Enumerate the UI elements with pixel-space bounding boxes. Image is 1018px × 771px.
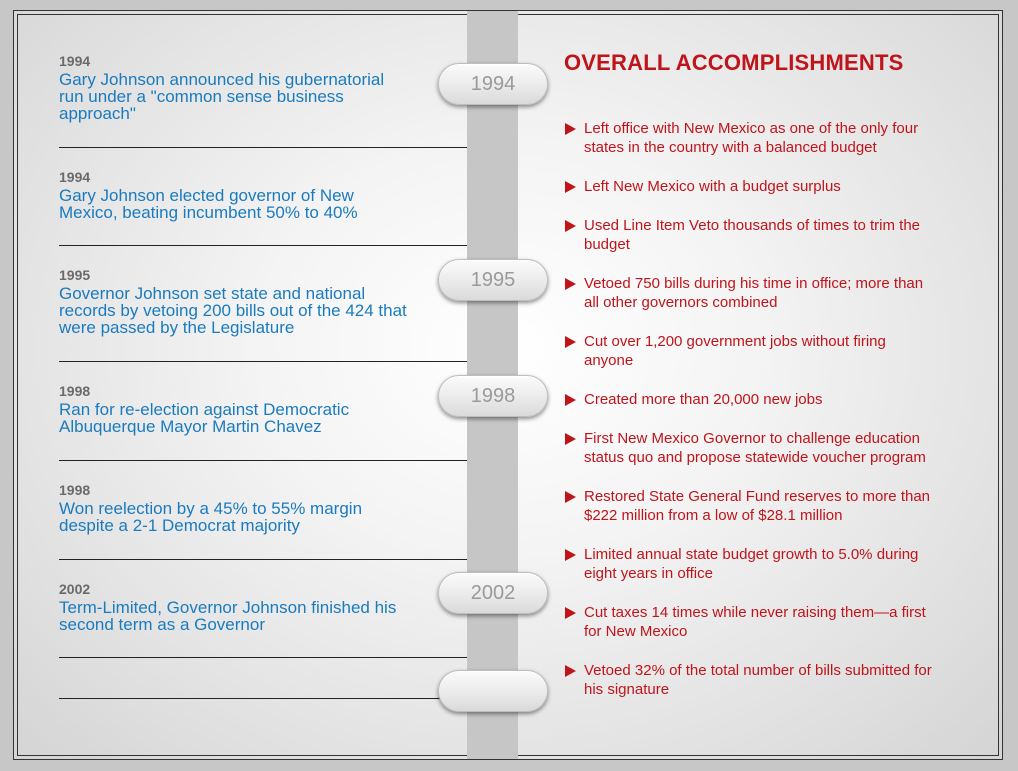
accomplishment-line: budget [584,236,630,253]
triangle-bullet-icon [565,665,576,677]
accomplishment-item [564,429,959,467]
triangle-bullet-icon [565,278,576,290]
accomplishment-item [564,216,959,254]
triangle-bullet-icon [565,336,576,348]
event-desc-line: records by vetoing 200 bills out of the 424 that [59,301,407,320]
triangle-bullet-icon [565,123,576,135]
year-marker-pill: 1995 [438,259,548,301]
accomplishment-line: Vetoed 32% of the total number of bills submitted for [584,662,932,679]
triangle-bullet-icon [565,549,576,561]
triangle-bullet-icon [565,220,576,232]
event-description [59,285,439,336]
event-divider [59,361,467,362]
accomplishment-item [564,390,959,409]
event-description [59,599,439,633]
event-description [59,500,439,534]
accomplishment-line: Used Line Item Veto thousands of times to trim the [584,217,921,234]
event-year: 1994 [59,169,91,185]
event-year: 1998 [59,383,91,399]
event-description [59,401,439,435]
timeline-event-2 [59,169,439,221]
timeline-event-1 [59,53,439,122]
event-divider [59,559,467,560]
event-desc-line: approach" [59,104,136,123]
triangle-bullet-icon [565,607,576,619]
year-marker-pill: 1998 [438,375,548,417]
accomplishment-item [564,332,959,370]
event-desc-line: Gary Johnson elected governor of New [59,186,354,205]
accomplishment-line: Cut taxes 14 times while never raising them—a first [584,604,926,621]
accomplishment-line: for New Mexico [584,623,688,640]
event-desc-line: Won reelection by a 45% to 55% margin [59,499,363,518]
accomplishments-title: OVERALL ACCOMPLISHMENTS [564,50,904,75]
event-divider [59,460,467,461]
year-marker-pill: 2002 [438,572,548,614]
timeline-event-6 [59,581,439,633]
accomplishment-line: states in the country with a balanced budget [584,139,877,156]
accomplishment-line: Vetoed 750 bills during his time in office; more than [584,275,924,292]
event-desc-line: Albuquerque Mayor Martin Chavez [59,417,322,436]
triangle-bullet-icon [565,181,576,193]
event-description [59,187,439,221]
event-year: 2002 [59,581,91,597]
timeline-event-3 [59,267,439,336]
accomplishment-line: his signature [584,681,670,698]
event-divider [59,245,467,246]
event-desc-line: Gary Johnson announced his gubernatorial [59,70,385,89]
accomplishment-line: eight years in office [584,565,713,582]
triangle-bullet-icon [565,394,576,406]
event-divider [59,698,441,699]
event-desc-line: despite a 2-1 Democrat majority [59,516,300,535]
accomplishment-line: anyone [584,352,634,369]
event-divider [59,147,467,148]
accomplishment-item [564,274,959,312]
accomplishments-list [564,119,959,719]
accomplishment-item [564,119,959,157]
accomplishment-line: Limited annual state budget growth to 5.0% during [584,546,919,563]
triangle-bullet-icon [565,433,576,445]
accomplishment-item [564,487,959,525]
timeline-event-4 [59,383,439,435]
accomplishment-line: Left New Mexico with a budget surplus [584,178,841,195]
event-description [59,71,439,122]
event-divider [59,657,467,658]
accomplishment-line: First New Mexico Governor to challenge education [584,430,920,447]
event-desc-line: Mexico, beating incumbent 50% to 40% [59,203,358,222]
accomplishment-line: all other governors combined [584,294,778,311]
accomplishment-item [564,603,959,641]
accomplishment-line: Created more than 20,000 new jobs [584,391,823,408]
event-desc-line: Ran for re-election against Democratic [59,400,350,419]
event-desc-line: second term as a Governor [59,615,265,634]
accomplishment-item [564,177,959,196]
triangle-bullet-icon [565,491,576,503]
event-desc-line: run under a "common sense business [59,87,344,106]
event-desc-line: were passed by the Legislature [59,318,295,337]
event-desc-line: Governor Johnson set state and national [59,284,366,303]
accomplishment-line: $222 million from a low of $28.1 million [584,507,843,524]
timeline-event-5 [59,482,439,534]
accomplishment-line: status quo and propose statewide voucher program [584,449,926,466]
accomplishment-item [564,661,959,699]
event-year: 1998 [59,482,91,498]
year-marker-pill-empty [438,670,548,712]
event-year: 1994 [59,53,91,69]
accomplishment-line: Left office with New Mexico as one of the only four [584,120,919,137]
accomplishment-line: Cut over 1,200 government jobs without firing [584,333,886,350]
accomplishment-line: Restored State General Fund reserves to more than [584,488,931,505]
accomplishment-item [564,545,959,583]
event-year: 1995 [59,267,91,283]
year-marker-pill: 1994 [438,63,548,105]
event-desc-line: Term-Limited, Governor Johnson finished his [59,598,397,617]
